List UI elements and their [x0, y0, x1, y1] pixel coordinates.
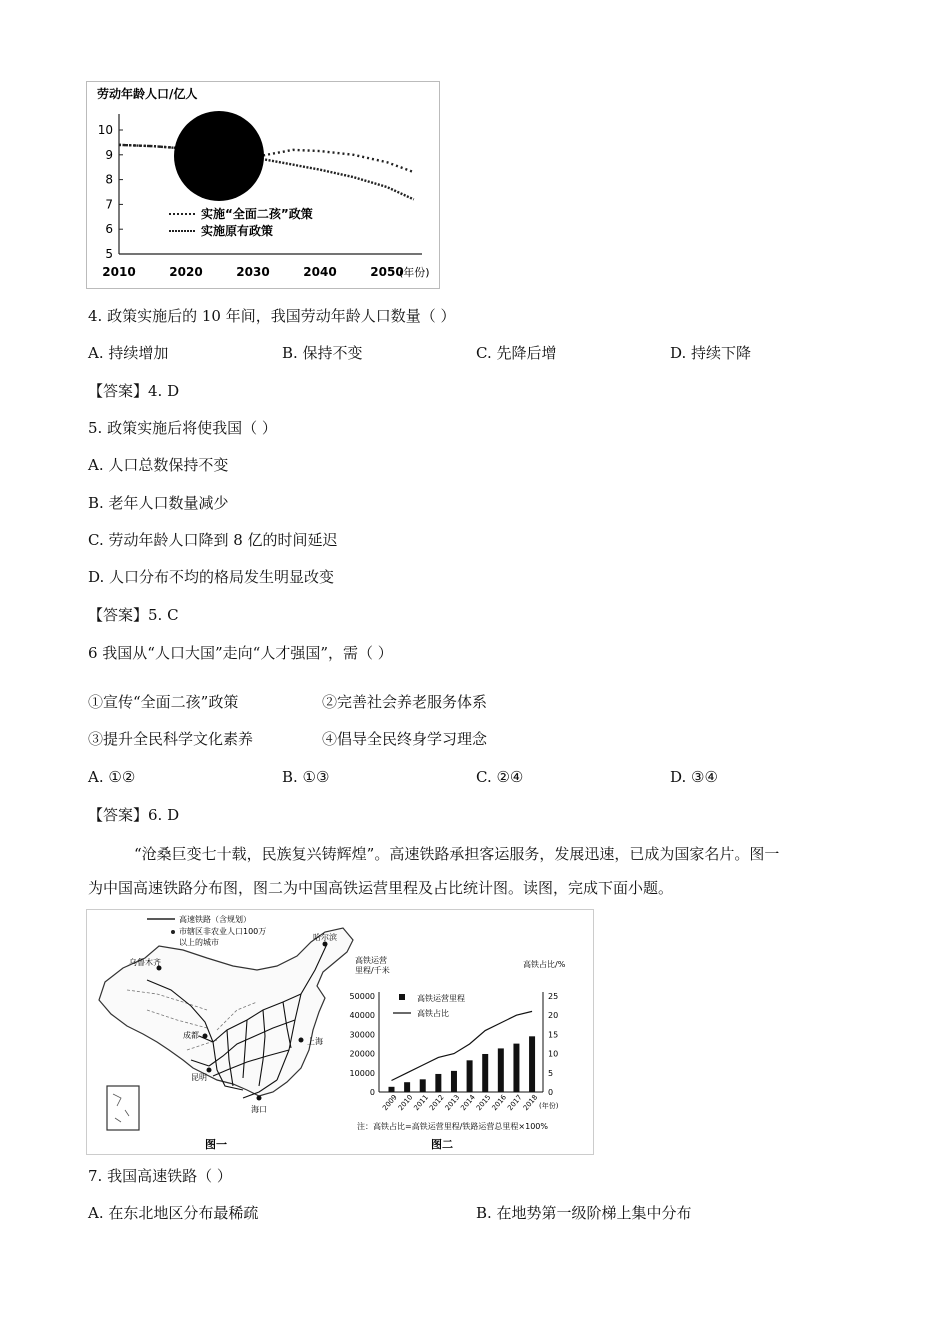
fig2-ytick-label: 40000: [349, 1011, 375, 1021]
fig2-xtick-label: 2010: [396, 1093, 415, 1113]
fig2-bar: [420, 1079, 426, 1092]
city-shanghai: 上海: [307, 1037, 323, 1046]
rail-figure-svg: [87, 910, 593, 1154]
fig2-y2tick-label: 15: [548, 1030, 559, 1040]
chart1-ytick-label: 8: [105, 172, 113, 187]
fig2-y2tick-label: 20: [548, 1011, 559, 1021]
city-kunming: 昆明: [191, 1073, 207, 1082]
chart1-xtick-label: 2020: [169, 265, 203, 279]
city-urumqi: 乌鲁木齐: [129, 958, 161, 967]
q4-option-c[interactable]: C. 先降后增: [476, 344, 557, 362]
chart1-ytick-label: 5: [105, 247, 113, 261]
q4-answer: 【答案】4. D: [88, 382, 180, 400]
q5-option-a[interactable]: A. 人口总数保持不变: [88, 456, 229, 474]
chart1-xunit: (年份): [399, 266, 430, 279]
fig2-bar: [467, 1060, 473, 1092]
fig2-y2tick-label: 10: [548, 1049, 559, 1059]
chart1-xtick-label: 2030: [236, 265, 270, 279]
q5-option-c[interactable]: C. 劳动年龄人口降到 8 亿的时间延迟: [88, 531, 338, 549]
fig2-bar: [451, 1071, 457, 1092]
fig2-y2tick-label: 5: [548, 1068, 554, 1078]
caption-fig2: 图二: [431, 1138, 453, 1151]
fig2-bar: [513, 1044, 519, 1092]
fig2-xtick-label: 2013: [443, 1093, 462, 1113]
chart1-xtick-label: 2040: [303, 265, 337, 279]
fig2-y2tick-label: 0: [548, 1088, 554, 1097]
fig2-note: 注：高铁占比=高铁运营里程/铁路运营总里程×100%: [357, 1122, 548, 1131]
fig2-ytick-label: 0: [369, 1088, 375, 1097]
map-legend: [147, 914, 266, 947]
fig2-bar: [529, 1036, 535, 1092]
q6-stem: 6 我国从“人口大国”走向“人才强国”，需（ ）: [88, 644, 393, 662]
fig2-ylabel-2: 里程/千米: [355, 966, 390, 975]
population-chart: [86, 81, 440, 289]
fig2-xtick-label: 2018: [521, 1093, 540, 1113]
fig2-bar: [388, 1087, 394, 1092]
population-chart-svg: [87, 82, 439, 288]
city-chengdu: 成都: [183, 1031, 199, 1040]
chart1-ytick-label: 7: [105, 197, 113, 212]
legend-policy: 实施“全面二孩”政策: [201, 207, 313, 221]
redaction-blot: [174, 111, 264, 201]
q4-option-b[interactable]: B. 保持不变: [282, 344, 363, 362]
fig2-xunit: (年份): [539, 1102, 559, 1110]
fig2-xtick-label: 2016: [490, 1093, 509, 1113]
fig2-bar: [498, 1048, 504, 1092]
q6-option-a[interactable]: A. ①②: [88, 768, 136, 786]
city-haikou: 海口: [251, 1105, 267, 1114]
chart1-ytick-label: 9: [105, 147, 113, 162]
fig2-y2tick-label: 25: [548, 992, 559, 1001]
legend-city-2: 以上的城市: [179, 938, 219, 947]
fig2-y2label: 高铁占比/%: [523, 960, 566, 969]
q6-answer: 【答案】6. D: [88, 806, 180, 824]
chart1-legend: [169, 206, 313, 238]
south-china-sea-inset: [107, 1086, 139, 1130]
fig2-xtick-label: 2017: [506, 1093, 524, 1113]
fig2-ratio-line: [391, 1011, 532, 1080]
fig2-bar: [435, 1074, 441, 1092]
chart1-ylabel: 劳动年龄人口/亿人: [97, 87, 198, 101]
q4-stem: 4. 政策实施后的 10 年间，我国劳动年龄人口数量（ ）: [88, 307, 456, 325]
fig2-xtick-label: 2014: [459, 1093, 477, 1113]
passage-line-2: 为中国高速铁路分布图，图二为中国高铁运营里程及占比统计图。读图，完成下面小题。: [88, 879, 674, 897]
q6-item-3: ③提升全民科学文化素养: [88, 730, 254, 748]
q5-stem: 5. 政策实施后将使我国（ ）: [88, 419, 277, 437]
fig2-ylabel-1: 高铁运营: [355, 956, 387, 965]
q7-option-b[interactable]: B. 在地势第一级阶梯上集中分布: [476, 1204, 692, 1222]
q6-option-c[interactable]: C. ②④: [476, 768, 524, 786]
q5-answer: 【答案】5. C: [88, 606, 179, 624]
city-harbin: 哈尔滨: [313, 933, 337, 942]
q4-option-d[interactable]: D. 持续下降: [670, 344, 752, 362]
legend-original: 实施原有政策: [201, 224, 274, 238]
chart1-ytick-label: 10: [97, 123, 113, 137]
chart1-ytick-label: 6: [105, 222, 113, 237]
fig2-xtick-label: 2011: [412, 1093, 430, 1113]
q6-item-4: ④倡导全民终身学习理念: [322, 730, 488, 748]
fig2-bar: [404, 1082, 410, 1092]
fig2-legend-line: 高铁占比: [417, 1009, 449, 1018]
caption-fig1: 图一: [205, 1138, 227, 1151]
fig2-ytick-label: 10000: [349, 1068, 375, 1078]
q6-option-d[interactable]: D. ③④: [670, 768, 718, 786]
series-original-line: [119, 145, 414, 200]
q7-stem: 7. 我国高速铁路（ ）: [88, 1167, 232, 1185]
series-policy-line: [119, 145, 414, 172]
fig2-xtick-label: 2009: [381, 1093, 399, 1113]
q7-option-a[interactable]: A. 在东北地区分布最稀疏: [88, 1204, 259, 1222]
fig2-xtick-label: 2012: [428, 1093, 446, 1113]
chart1-xtick-label: 2050: [370, 265, 404, 279]
fig2-ytick-label: 50000: [349, 992, 375, 1001]
q6-item-2: ②完善社会养老服务体系: [322, 693, 488, 711]
q5-option-b[interactable]: B. 老年人口数量减少: [88, 494, 229, 512]
fig2-legend: [393, 993, 465, 1018]
rail-figure: [86, 909, 594, 1155]
fig2-ytick-label: 20000: [349, 1049, 375, 1059]
fig2-legend-bar: 高铁运营里程: [417, 994, 465, 1003]
fig2-xtick-label: 2015: [474, 1093, 493, 1113]
q5-option-d[interactable]: D. 人口分布不均的格局发生明显改变: [88, 568, 335, 586]
q6-option-b[interactable]: B. ①③: [282, 768, 330, 786]
chart1-xtick-label: 2010: [102, 265, 136, 279]
q4-option-a[interactable]: A. 持续增加: [88, 344, 169, 362]
legend-city-1: 市辖区非农业人口100万: [179, 927, 267, 936]
legend-rail: 高速铁路（含规划）: [179, 915, 251, 924]
q6-item-1: ①宣传“全面二孩”政策: [88, 693, 239, 711]
fig2-ytick-label: 30000: [349, 1030, 375, 1040]
passage-line-1: “沧桑巨变七十载，民族复兴铸辉煌”。高速铁路承担客运服务，发展迅速，已成为国家名片。图一: [134, 845, 780, 863]
fig2-bar: [482, 1054, 488, 1092]
